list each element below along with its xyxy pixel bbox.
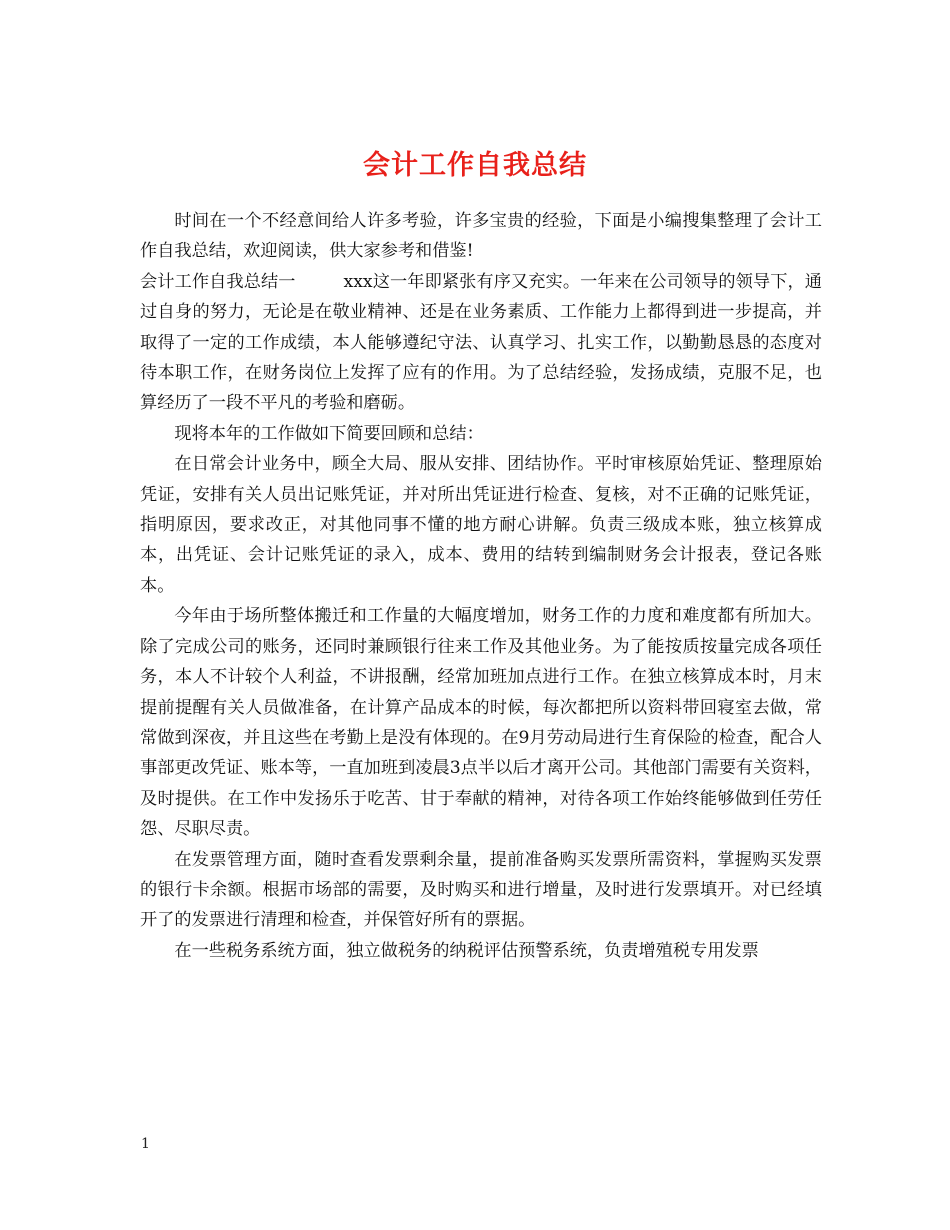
page-number: 1: [141, 1136, 150, 1152]
body-paragraph: 在发票管理方面，随时查看发票剩余量，提前准备购买发票所需资料，掌握购买发票的银行卡余额。根据市场部的需要，及时购买和进行增量，及时进行发票填开。对已经填开了的发票进行清理和检查，并保管好所有的票据。: [140, 849, 822, 931]
section-label: 会计工作自我总结一: [140, 271, 296, 292]
document-title: 会计工作自我总结: [363, 150, 587, 182]
document-body: [140, 206, 822, 966]
body-paragraph: 在一些税务系统方面，独立做税务的纳税评估预警系统，负责增殖税专用发票: [174, 940, 759, 961]
body-paragraph: 现将本年的工作做如下简要回顾和总结：: [174, 423, 484, 444]
intro-paragraph: 时间在一个不经意间给人许多考验，许多宝贵的经验，下面是小编搜集整理了会计工作自我总结，欢迎阅读，供大家参考和借鉴!: [140, 211, 822, 262]
section-lead-text: xxx这一年即紧张有序又充实。一年来在公司领导的领导下，通过自身的努力，无论是在敬业精神、还是在业务素质、工作能力上都得到进一步提高，并取得了一定的工作成绩，本人能够遵纪守法、认真学习、扎实工作，以勤勤恳恳的态度对待本职工作，在财务岗位上发挥了应有的作用。为了总结经验，发扬成绩，克服不足，也算经历了一段不平凡的考验和磨砺。: [140, 271, 822, 414]
body-paragraph: 在日常会计业务中，顾全大局、服从安排、团结协作。平时审核原始凭证、整理原始凭证，安排有关人员出记账凭证，并对所出凭证进行检查、复核，对不正确的记账凭证，指明原因，要求改正，对其他同事不懂的地方耐心讲解。负责三级成本账，独立核算成本，出凭证、会计记账凭证的录入，成本、费用的结转到编制财务会计报表，登记各账本。: [140, 454, 822, 596]
body-paragraph: 今年由于场所整体搬迁和工作量的大幅度增加，财务工作的力度和难度都有所加大。除了完成公司的账务，还同时兼顾银行往来工作及其他业务。为了能按质按量完成各项任务，本人不计较个人利益，不讲报酬，经常加班加点进行工作。在独立核算成本时，月末提前提醒有关人员做准备，在计算产品成本的时候，每次都把所以资料带回寝室去做，常常做到深夜，并且这些在考勤上是没有体现的。在9月劳动局进行生育保险的检查，配合人事部更改凭证、账本等，一直加班到凌晨3点半以后才离开公司。其他部门需要有关资料，及时提供。在工作中发扬乐于吃苦、甘于奉献的精神，对待各项工作始终能够做到任劳任怨、尽职尽责。: [140, 606, 822, 840]
section-first-paragraph: [140, 267, 822, 419]
